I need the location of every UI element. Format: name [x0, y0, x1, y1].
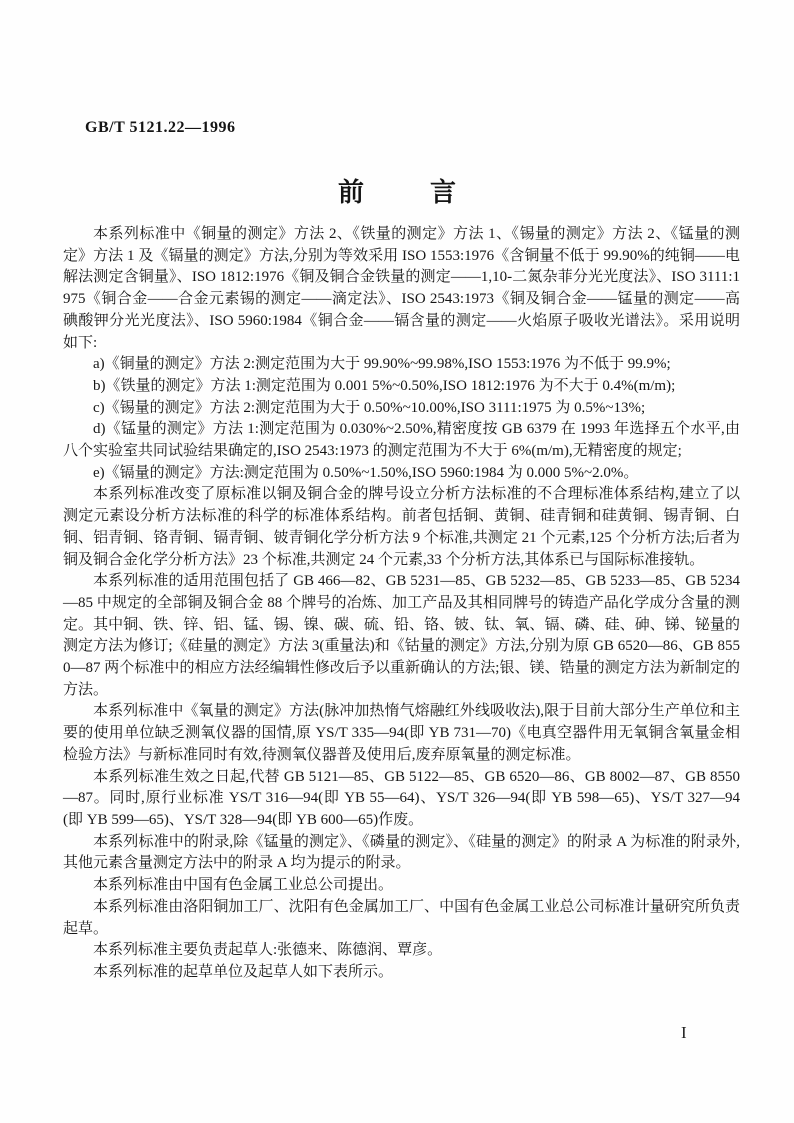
paragraph: 本系列标准的适用范围包括了 GB 466—82、GB 5231—85、GB 5232—85、GB 5233—85、GB 5234—85 中规定的全部铜及铜合金 88 个牌号的冶炼、加工产品及其相同牌号的铸造产品化学成分含量的测定。其中铜、铁、锌、铝、锰、锡、镍、碳、硫、铅、铬、铍、钛、氧、镉、磷、硅、砷、锑、铋量的测定方法为修订;《硅量的测定》方法 3(重量法)和《钴量的测定》方法,分别为原 GB 6520—86、GB 8550—87 两个标准中的相应方法经编辑性修改后予以重新确认的方法;银、镁、锆量的测定方法为新制定的方法。: [63, 573, 740, 698]
document-body: [63, 224, 740, 984]
paragraph: a)《铜量的测定》方法 2:测定范围为大于 99.90%~99.98%,ISO 1553:1976 为不低于 99.9%;: [93, 356, 671, 373]
paragraph: 本系列标准由洛阳铜加工厂、沈阳有色金属加工厂、中国有色金属工业总公司标准计量研究所负责起草。: [63, 898, 740, 937]
paragraph: 本系列标准中的附录,除《锰量的测定》、《磷量的测定》、《硅量的测定》的附录 A 为标准的附录外,其他元素含量测定方法中的附录 A 均为提示的附录。: [63, 833, 740, 872]
paragraph: 本系列标准中《铜量的测定》方法 2、《铁量的测定》方法 1、《锡量的测定》方法 2、《锰量的测定》方法 1 及《镉量的测定》方法,分别为等效采用 ISO 1553:1976《含铜量不低于 99.90%的纯铜——电解法测定含铜量》、ISO 1812:1976《铜及铜合金铁量的测定——1,10-二氮杂菲分光光度法》、ISO 3111:1975《铜合金——合金元素锡的测定——滴定法》、ISO 2543:1973《铜及铜合金——锰量的测定——高碘酸钾分光光度法》、ISO 5960:1984《铜合金——镉含量的测定——火焰原子吸收光谱法》。采用说明如下:: [63, 226, 740, 351]
page-number: I: [681, 1023, 687, 1042]
paragraph: d)《锰量的测定》方法 1:测定范围为 0.030%~2.50%,精密度按 GB 6379 在 1993 年选择五个水平,由八个实验室共同试验结果确定的,ISO 2543:1973 的测定范围为不大于 6%(m/m),无精密度的规定;: [63, 421, 740, 460]
paragraph: e)《镉量的测定》方法:测定范围为 0.50%~1.50%,ISO 5960:1984 为 0.000 5%~2.0%。: [93, 464, 639, 481]
standard-number: GB/T 5121.22—1996: [85, 119, 236, 136]
paragraph: c)《锡量的测定》方法 2:测定范围为大于 0.50%~10.00%,ISO 3111:1975 为 0.5%~13%;: [93, 399, 646, 416]
paragraph: 本系列标准的起草单位及起草人如下表所示。: [93, 963, 394, 980]
paragraph: 本系列标准中《氧量的测定》方法(脉冲加热惰气熔融红外线吸收法),限于目前大部分生产单位和主要的使用单位缺乏测氧仪器的国情,原 YS/T 335—94(即 YB 731—70)《电真空器件用无氧铜含氧量金相检验方法》与新标准同时有效,待测氧仪器普及使用后,废弃原氧量的测定标准。: [63, 703, 740, 763]
paragraph: 本系列标准生效之日起,代替 GB 5121—85、GB 5122—85、GB 6520—86、GB 8002—87、GB 8550—87。同时,原行业标准 YS/T 316—94(即 YB 55—64)、YS/T 326—94(即 YB 598—65)、YS/T 327—94(即 YB 599—65)、YS/T 328—94(即 YB 600—65)作废。: [63, 768, 740, 828]
paragraph: 本系列标准改变了原标准以铜及铜合金的牌号设立分析方法标准的不合理标准体系结构,建立了以测定元素设分析方法标准的科学的标准体系结构。前者包括铜、黄铜、硅青铜和硅黄铜、锡青铜、白铜、铝青铜、铬青铜、镉青铜、铍青铜化学分析方法 9 个标准,共测定 21 个元素,125 个分析方法;后者为铜及铜合金化学分析方法》23 个标准,共测定 24 个元素,33 个分析方法,其体系已与国际标准接轨。: [63, 486, 740, 568]
paragraph: b)《铁量的测定》方法 1:测定范围为 0.001 5%~0.50%,ISO 1812:1976 为不大于 0.4%(m/m);: [93, 377, 676, 394]
page-title: 前言: [337, 177, 522, 207]
paragraph: 本系列标准由中国有色金属工业总公司提出。: [93, 877, 394, 894]
paragraph: 本系列标准主要负责起草人:张德来、陈德润、覃彦。: [93, 942, 443, 959]
